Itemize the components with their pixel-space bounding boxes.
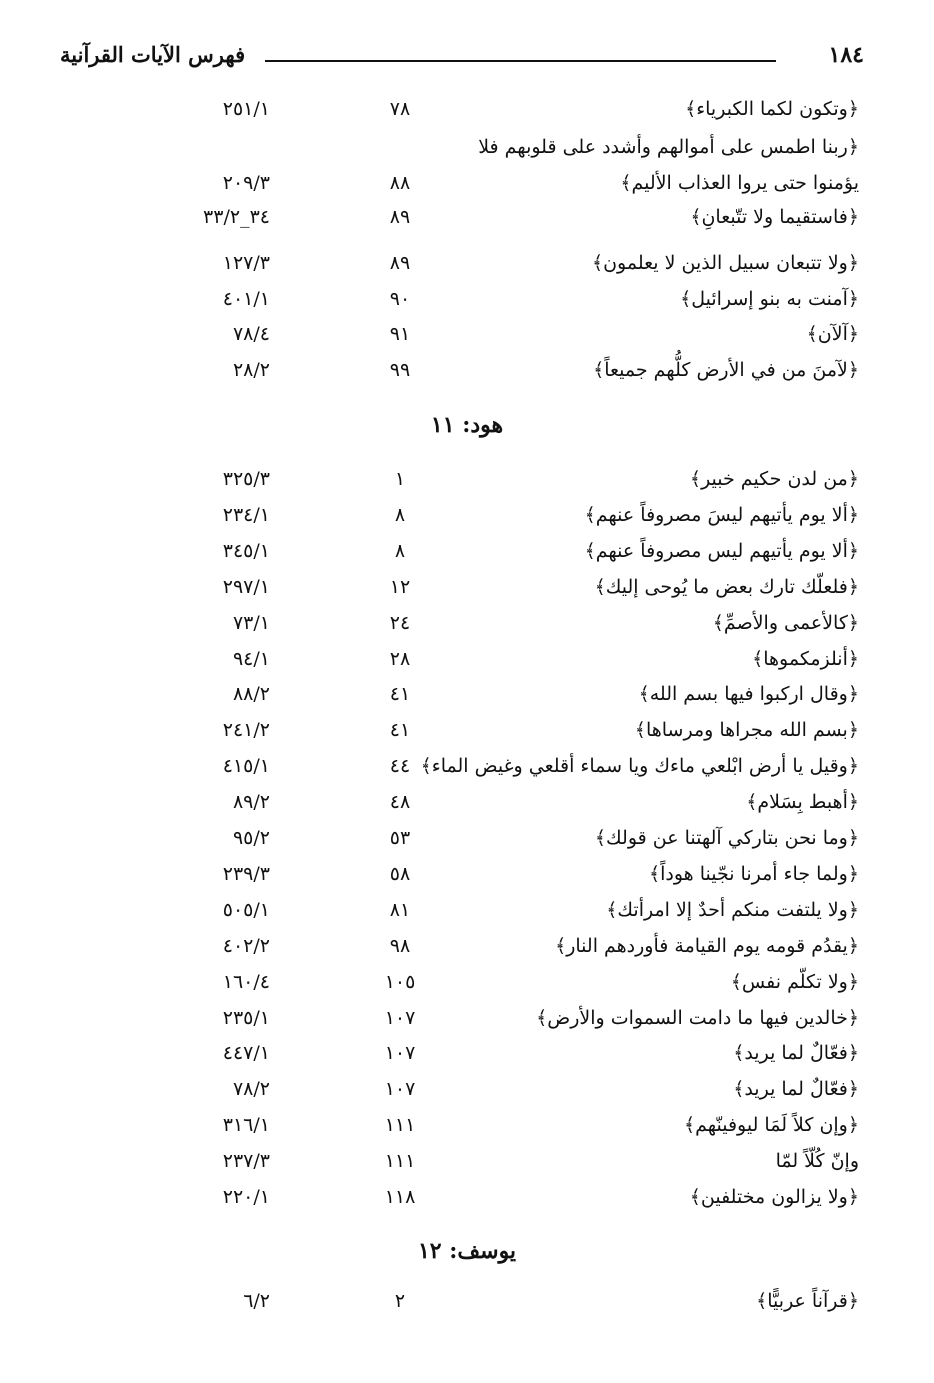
close-bracket: ﴾ — [680, 288, 692, 310]
verse-text — [746, 791, 859, 813]
volume-page-reference: ١٢٧/٣ — [222, 252, 270, 274]
verse-label: أنلزمكموها — [763, 647, 848, 670]
close-bracket: ﴾ — [584, 503, 596, 526]
verse-number: ١٠٧ — [384, 1078, 416, 1101]
verse-number: ٩٠ — [389, 288, 411, 310]
open-bracket: ﴿ — [847, 539, 859, 562]
close-bracket: ﴾ — [593, 359, 605, 381]
open-bracket: ﴿ — [847, 98, 859, 120]
table-row — [0, 1078, 934, 1114]
table-row — [0, 1290, 934, 1326]
verse-label: خالدين فيها ما دامت السموات والأرض — [547, 1006, 848, 1029]
open-bracket: ﴿ — [847, 647, 859, 670]
open-bracket: ﴿ — [847, 862, 859, 885]
table-row — [0, 1114, 934, 1150]
volume-page-reference: ٢٠٩/٣ — [222, 172, 270, 194]
table-row — [0, 827, 934, 863]
verse-label: بسم الله مجراها ومرساها — [645, 719, 848, 742]
verse-text — [649, 863, 859, 885]
verse-text — [595, 576, 859, 598]
verse-number: ٤٤ — [389, 755, 411, 778]
verse-text — [733, 1042, 859, 1064]
verse-number: ١ — [394, 468, 406, 490]
volume-page-reference: ٣١٦/١ — [222, 1114, 270, 1137]
table-row — [0, 576, 934, 612]
verse-text — [680, 288, 859, 310]
close-bracket: ﴾ — [591, 252, 604, 274]
page-title: فهرس الآيات القرآنية — [60, 42, 246, 67]
verse-label: وقيل يا أرض ابْلعي ماءك ويا سماء أقلعي وغيض الماء — [431, 755, 848, 778]
verse-label: ربنا اطمس على أموالهم وأشدد على قلوبهم فلا — [478, 136, 848, 158]
close-bracket: ﴾ — [752, 647, 764, 670]
open-bracket: ﴿ — [847, 1042, 859, 1065]
verse-text — [606, 899, 859, 921]
volume-page-reference: ٣٤_٣٣/٢ — [203, 206, 270, 228]
verse-text — [595, 827, 859, 849]
verse-label: يؤمنوا حتى يروا العذاب الأليم — [631, 172, 859, 194]
verse-label: وإن كلاً لَمَا ليوفينّهم — [695, 1114, 848, 1137]
volume-page-reference: ٢٢٠/١ — [222, 1186, 270, 1208]
volume-page-reference: ٢٥١/١ — [222, 98, 270, 120]
verse-text — [690, 1186, 859, 1208]
verse-text — [733, 1078, 859, 1100]
verse-number: ٢٨ — [389, 647, 411, 670]
verse-number: ٤١ — [389, 683, 411, 706]
close-bracket: ﴾ — [806, 323, 818, 345]
open-bracket: ﴿ — [847, 206, 859, 228]
volume-page-reference: ٢٣٥/١ — [222, 1006, 270, 1029]
verse-label: ألا يوم يأتيهم ليس مصروفاً عنهم — [595, 539, 848, 562]
table-row — [0, 468, 934, 504]
volume-page-reference: ٩٥/٢ — [232, 827, 270, 849]
close-bracket: ﴾ — [690, 206, 702, 228]
open-bracket: ﴿ — [847, 719, 859, 742]
close-bracket: ﴾ — [712, 611, 724, 634]
close-bracket: ﴾ — [685, 98, 697, 120]
close-bracket: ﴾ — [733, 1042, 745, 1065]
open-bracket: ﴿ — [847, 1290, 859, 1312]
verse-number: ٨٨ — [389, 172, 411, 194]
verse-text — [731, 971, 859, 993]
table-row — [0, 504, 934, 540]
table-row — [0, 1042, 934, 1078]
page-header — [60, 38, 864, 78]
verse-number: ٥٨ — [389, 862, 411, 885]
verse-number: ٩١ — [389, 323, 411, 345]
open-bracket: ﴿ — [847, 611, 859, 634]
table-row — [0, 791, 934, 827]
table-row — [0, 612, 934, 648]
table-row — [0, 323, 934, 359]
open-bracket: ﴿ — [847, 575, 859, 598]
verse-number: ٧٨ — [389, 98, 411, 120]
verse-label: وتكون لكما الكبرياء — [696, 98, 848, 120]
open-bracket: ﴿ — [847, 468, 859, 490]
verse-label: فعّالٌ لما يريد — [744, 1042, 848, 1065]
volume-page-reference: ٦/٢ — [243, 1290, 270, 1312]
open-bracket: ﴿ — [847, 1186, 859, 1208]
verse-number: ١١١ — [384, 1150, 416, 1173]
verse-label: ولما جاء أمرنا نجّينا هوداً — [660, 862, 848, 885]
verse-text — [685, 98, 859, 120]
verse-text — [536, 1007, 859, 1029]
close-bracket: ﴾ — [733, 1078, 745, 1101]
table-row — [0, 1007, 934, 1043]
page-number: ١٨٤ — [828, 42, 864, 68]
verse-text — [752, 648, 859, 670]
table-row — [0, 863, 934, 899]
verse-label: كالأعمى والأصمِّ — [723, 611, 848, 634]
open-bracket: ﴿ — [847, 136, 859, 158]
verse-label: وما نحن بتاركي آلهتنا عن قولك — [606, 827, 848, 849]
close-bracket: ﴾ — [620, 172, 632, 194]
close-bracket: ﴾ — [606, 898, 618, 921]
verse-number: ٨٩ — [389, 252, 411, 274]
open-bracket: ﴿ — [847, 323, 859, 345]
close-bracket: ﴾ — [689, 1186, 701, 1208]
verse-text — [593, 359, 859, 381]
verse-text — [585, 504, 859, 526]
close-bracket: ﴾ — [683, 1114, 696, 1137]
verse-text — [635, 719, 859, 741]
volume-page-reference: ٤٤٧/١ — [222, 1042, 270, 1065]
open-bracket: ﴿ — [847, 683, 859, 706]
verse-label: فعّالٌ لما يريد — [744, 1078, 848, 1101]
volume-page-reference: ٨٩/٢ — [232, 791, 270, 814]
surah-heading-hud: هود: ١١ — [430, 412, 504, 438]
verse-number: ٢ — [394, 1290, 406, 1312]
verse-number: ٩٩ — [389, 359, 411, 381]
verse-label: فاستقيما ولا تتّبعانِ — [701, 206, 848, 228]
open-bracket: ﴿ — [847, 898, 859, 921]
close-bracket: ﴾ — [555, 934, 567, 957]
volume-page-reference: ٥٠٥/١ — [222, 898, 270, 921]
verse-text — [713, 612, 859, 634]
verse-label: آلآن — [817, 323, 848, 345]
volume-page-reference: ٢٩٧/١ — [222, 575, 270, 598]
verse-label: أهبط بِسَلام — [757, 791, 848, 814]
volume-page-reference: ٣٤٥/١ — [222, 539, 270, 562]
verse-label: ولا يزالون مختلفين — [700, 1186, 848, 1208]
volume-page-reference: ١٦٠/٤ — [222, 970, 270, 993]
verse-text — [421, 755, 859, 777]
volume-page-reference: ٧٨/٤ — [232, 323, 270, 345]
close-bracket: ﴾ — [756, 1290, 768, 1312]
volume-page-reference: ٢٣٤/١ — [222, 503, 270, 526]
close-bracket: ﴾ — [584, 539, 596, 562]
open-bracket: ﴿ — [847, 252, 859, 274]
table-row — [0, 899, 934, 935]
verse-number: ٨ — [394, 539, 406, 562]
table-row — [0, 206, 934, 242]
verse-text — [555, 935, 859, 957]
open-bracket: ﴿ — [847, 827, 859, 849]
open-bracket: ﴿ — [847, 755, 859, 778]
verse-text — [585, 540, 859, 562]
verse-number: ٥٣ — [389, 827, 411, 849]
volume-page-reference: ٤٠١/١ — [222, 288, 270, 310]
verse-label: قرآناً عربيًّا — [767, 1290, 848, 1312]
verse-text — [639, 683, 859, 705]
close-bracket: ﴾ — [648, 862, 661, 885]
table-row — [0, 98, 934, 134]
table-row — [0, 648, 934, 684]
open-bracket: ﴿ — [847, 288, 859, 310]
volume-page-reference: ٧٨/٢ — [232, 1078, 270, 1101]
verse-text — [478, 136, 859, 158]
verse-number: ٨ — [394, 503, 406, 526]
verse-label: وقال اركبوا فيها بسم الله — [649, 683, 848, 706]
volume-page-reference: ٣٢٥/٣ — [222, 468, 270, 490]
close-bracket: ﴾ — [536, 1006, 548, 1029]
table-row — [0, 252, 934, 288]
close-bracket: ﴾ — [634, 719, 646, 742]
verse-number: ٢٤ — [389, 611, 411, 634]
volume-page-reference: ٢٨/٢ — [232, 359, 270, 381]
verse-number: ١٠٧ — [384, 1006, 416, 1029]
volume-page-reference: ٨٨/٢ — [232, 683, 270, 706]
close-bracket: ﴾ — [689, 468, 702, 490]
volume-page-reference: ٢٣٩/٣ — [222, 862, 270, 885]
table-row — [0, 136, 934, 172]
open-bracket: ﴿ — [847, 503, 859, 526]
open-bracket: ﴿ — [847, 934, 859, 957]
verse-number: ١٢ — [389, 575, 411, 598]
verse-number: ١١٨ — [384, 1186, 416, 1208]
verse-number: ٤٨ — [389, 791, 411, 814]
verse-number: ٤١ — [389, 719, 411, 742]
open-bracket: ﴿ — [847, 1114, 859, 1137]
open-bracket: ﴿ — [847, 970, 859, 993]
open-bracket: ﴿ — [847, 791, 859, 814]
verse-text — [620, 172, 859, 194]
volume-page-reference: ٤٠٢/٢ — [222, 934, 270, 957]
table-row — [0, 1186, 934, 1222]
open-bracket: ﴿ — [847, 1078, 859, 1101]
verse-label: ولا تكلّم نفس — [741, 970, 848, 993]
verse-label: ألا يوم يأتيهم ليسَ مصروفاً عنهم — [595, 503, 848, 526]
verse-label: يقدُم قومه يوم القيامة فأوردهم النار — [566, 934, 848, 957]
table-row — [0, 683, 934, 719]
volume-page-reference: ٢٤١/٢ — [222, 719, 270, 742]
volume-page-reference: ٩٤/١ — [232, 647, 270, 670]
verse-label: فلعلّك تارك بعض ما يُوحى إليك — [605, 575, 848, 598]
verse-text — [684, 1114, 859, 1136]
verse-number: ٨٩ — [389, 206, 411, 228]
verse-number: ١٠٥ — [384, 970, 416, 993]
verse-text — [592, 252, 859, 274]
verse-text — [756, 1290, 859, 1312]
verse-number: ٩٨ — [389, 934, 411, 957]
close-bracket: ﴾ — [730, 970, 742, 993]
verse-label: لآمنَ من في الأرض كلُّهم جميعاً — [604, 359, 848, 381]
table-row — [0, 719, 934, 755]
verse-label: آمنت به بنو إسرائيل — [691, 288, 848, 310]
volume-page-reference: ٤١٥/١ — [222, 755, 270, 778]
close-bracket: ﴾ — [594, 827, 607, 849]
table-row — [0, 540, 934, 576]
close-bracket: ﴾ — [594, 575, 606, 598]
verse-number: ٨١ — [389, 898, 411, 921]
verse-number: ١٠٧ — [384, 1042, 416, 1065]
verse-text — [690, 206, 859, 228]
open-bracket: ﴿ — [847, 1006, 859, 1029]
table-row — [0, 1150, 934, 1186]
verse-label: من لدن حكيم خبير — [701, 468, 848, 490]
volume-page-reference: ٧٣/١ — [232, 611, 270, 634]
verse-text — [776, 1150, 859, 1172]
verse-label: ولا تتبعان سبيل الذين لا يعلمون — [603, 252, 848, 274]
verse-text — [807, 323, 859, 345]
table-row — [0, 172, 934, 208]
table-row — [0, 359, 934, 395]
table-row — [0, 288, 934, 324]
close-bracket: ﴾ — [420, 755, 432, 778]
surah-heading-yusuf: يوسف: ١٢ — [417, 1238, 517, 1264]
verse-label: وإنّ كُلّاً لمّا — [775, 1150, 859, 1173]
header-rule — [265, 60, 776, 62]
verse-label: ولا يلتفت منكم أحدٌ إلا امرأتك — [617, 898, 848, 921]
table-row — [0, 971, 934, 1007]
open-bracket: ﴿ — [847, 359, 859, 381]
close-bracket: ﴾ — [638, 683, 650, 706]
table-row — [0, 755, 934, 791]
verse-number: ١١١ — [384, 1114, 416, 1137]
volume-page-reference: ٢٣٧/٣ — [222, 1150, 270, 1173]
verse-text — [690, 468, 859, 490]
close-bracket: ﴾ — [746, 791, 758, 814]
table-row — [0, 935, 934, 971]
